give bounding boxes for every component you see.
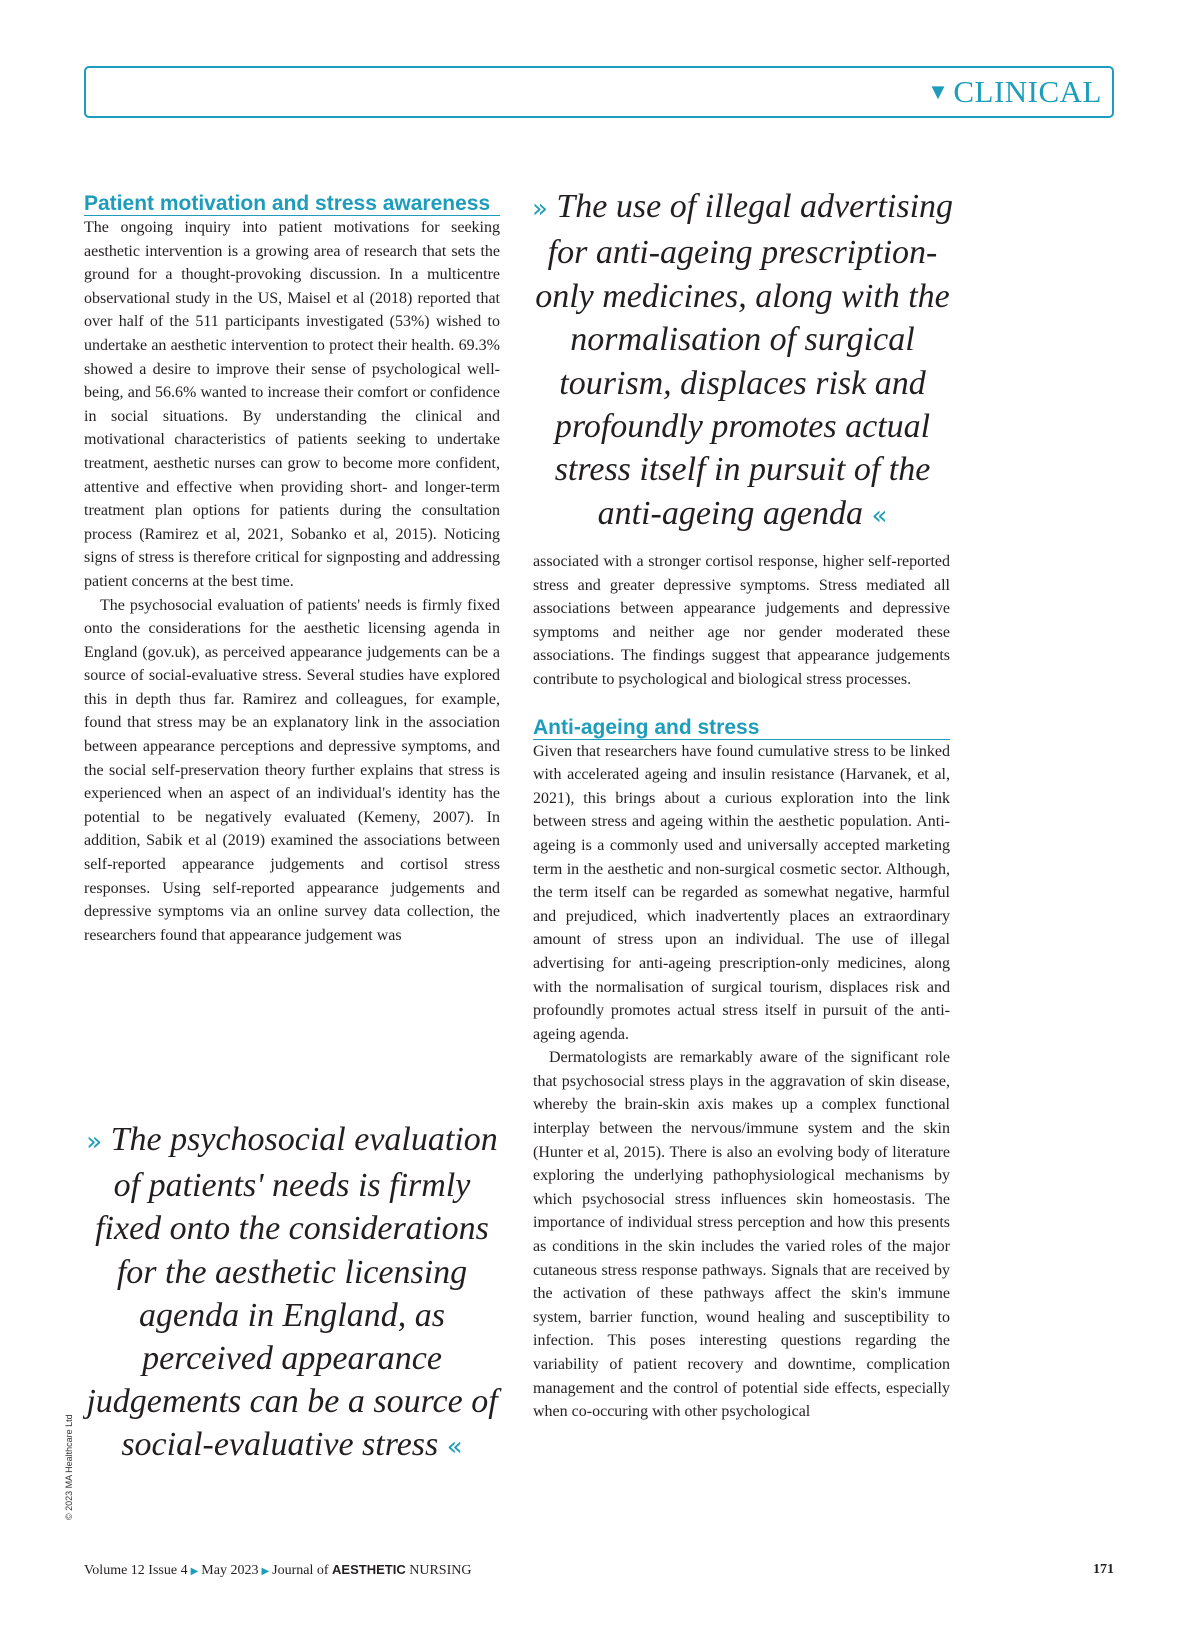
left-column — [84, 192, 500, 947]
left-heading: Patient motivation and stress awareness — [84, 192, 500, 216]
triangle-right-icon: ▶ — [190, 1566, 199, 1577]
header-box — [84, 66, 1114, 118]
triangle-down-icon: ▼ — [927, 79, 950, 104]
quote-open-mark: » — [86, 1127, 103, 1157]
footer-date: May 2023 — [201, 1563, 259, 1578]
pull-quote-bottom-text: The psychosocial evaluation of patients' needs is firmly fixed onto the considerations for the aesthetic licensing agenda in England, as perceived appearance judgements can be a source of social-evaluative stress — [86, 1121, 498, 1464]
right-continuation-paragraph: associated with a stronger cortisol response, higher self-reported stress and greater depressive symptoms. Stress mediated all associations between appearance judgements and depressive symptoms and neither age nor gender moderated these associations. The findings suggest that appearance judgements contribute to psychological and biological stress processes. — [533, 553, 950, 688]
section-label-text: CLINICAL — [953, 74, 1102, 109]
footer-journal-suffix: NURSING — [409, 1563, 472, 1578]
left-paragraph-1: The ongoing inquiry into patient motivations for seeking aesthetic intervention is a growing area of research that sets the ground for a thought-provoking discussion. In a multicentre observational study in the US, Maisel et al (2018) reported that over half of the 511 participants investigated (53%) wished to undertake an aesthetic intervention to protect their health. 69.3% showed a desire to improve their sense of psychological well-being, and 56.6% wanted to increase their comfort or confidence in social situations. By understanding the clinical and motivational characteristics of patients seeking to undertake treatment, aesthetic nurses can grow to become more confident, attentive and effective when providing short- and longer-term treatment plan options for patients during the consultation process (Ramirez et al, 2021, Sobanko et al, 2015). Noticing signs of stress is therefore critical for signposting and addressing patient concerns at the best time. — [84, 219, 500, 590]
copyright-notice: © 2023 MA Healthcare Ltd — [64, 1414, 74, 1520]
right-paragraph-1: Given that researchers have found cumulative stress to be linked with accelerated ageing and insulin resistance (Harvanek, et al, 2021), this brings about a curious exploration into the link between stress and ageing within the aesthetic population. Anti-ageing is a commonly used and universally accepted marketing term in the aesthetic and non-surgical cosmetic sector. Although, the term itself can be regarded as somewhat negative, harmful and prejudiced, which inadvertently places an extraordinary amount of stress upon an individual. The use of illegal advertising for anti-ageing prescription-only medicines, along with the normalisation of surgical tourism, displaces risk and profoundly promotes actual stress itself in pursuit of the anti-ageing agenda. — [533, 742, 950, 1043]
page-number: 171 — [1093, 1562, 1114, 1577]
right-paragraph-2: Dermatologists are remarkably aware of the significant role that psychosocial stress plays in the aggravation of skin disease, whereby the brain-skin axis makes up a complex functional interplay between the nervous/immune system and the skin (Hunter et al, 2015). There is also an evolving body of literature exploring the underlying pathophysiological mechanisms by which psychosocial stress influences skin homeostasis. The importance of individual stress perception and how this presents as conditions in the skin includes the varied roles of the major cutaneous stress response pathways. Signals that are received by the activation of these pathways affect the skin's immune system, barrier function, wound healing and susceptibility to infection. This poses interesting questions regarding the variability of patient recovery and downtime, complication management and the control of potential side effects, especially when co-occuring with other psychological — [533, 1049, 950, 1421]
pull-quote-top — [525, 185, 960, 538]
footer-volume: Volume 12 Issue 4 — [84, 1563, 188, 1578]
quote-open-mark: » — [531, 194, 548, 224]
triangle-right-icon: ▶ — [261, 1566, 270, 1577]
footer — [84, 1562, 1114, 1579]
pull-quote-top-text: The use of illegal advertising for anti-ageing prescription-only medicines, along with the normalisation of surgical tourism, displaces risk and profoundly promotes actual stress itself in pursuit of the anti-ageing agenda — [535, 188, 954, 532]
quote-close-mark: « — [446, 1432, 463, 1463]
quote-close-mark: « — [871, 500, 888, 531]
footer-journal-brand: AESTHETIC — [332, 1562, 406, 1577]
footer-journal-prefix: Journal of — [272, 1563, 329, 1578]
left-paragraph-2: The psychosocial evaluation of patients' needs is firmly fixed onto the considerations for the aesthetic licensing agenda in England (gov.uk), as perceived appearance judgements can be a source of social-evaluative stress. Several studies have explored this in depth thus far. Ramirez and colleagues, for example, found that stress may be an explanatory link in the association between appearance perceptions and depressive symptoms, and the social self-preservation theory further explains that stress is experienced when an aspect of an individual's identity has the potential to be negatively evaluated (Kemeny, 2007). In addition, Sabik et al (2019) examined the associations between self-reported appearance judgements and cortisol stress responses. Using self-reported appearance judgements and depressive symptoms via an online survey data collection, the researchers found that appearance judgement was — [84, 596, 500, 944]
section-label — [927, 74, 1102, 110]
pull-quote-bottom — [84, 1118, 500, 1470]
right-column — [533, 550, 950, 1424]
right-heading: Anti-ageing and stress — [533, 716, 950, 740]
